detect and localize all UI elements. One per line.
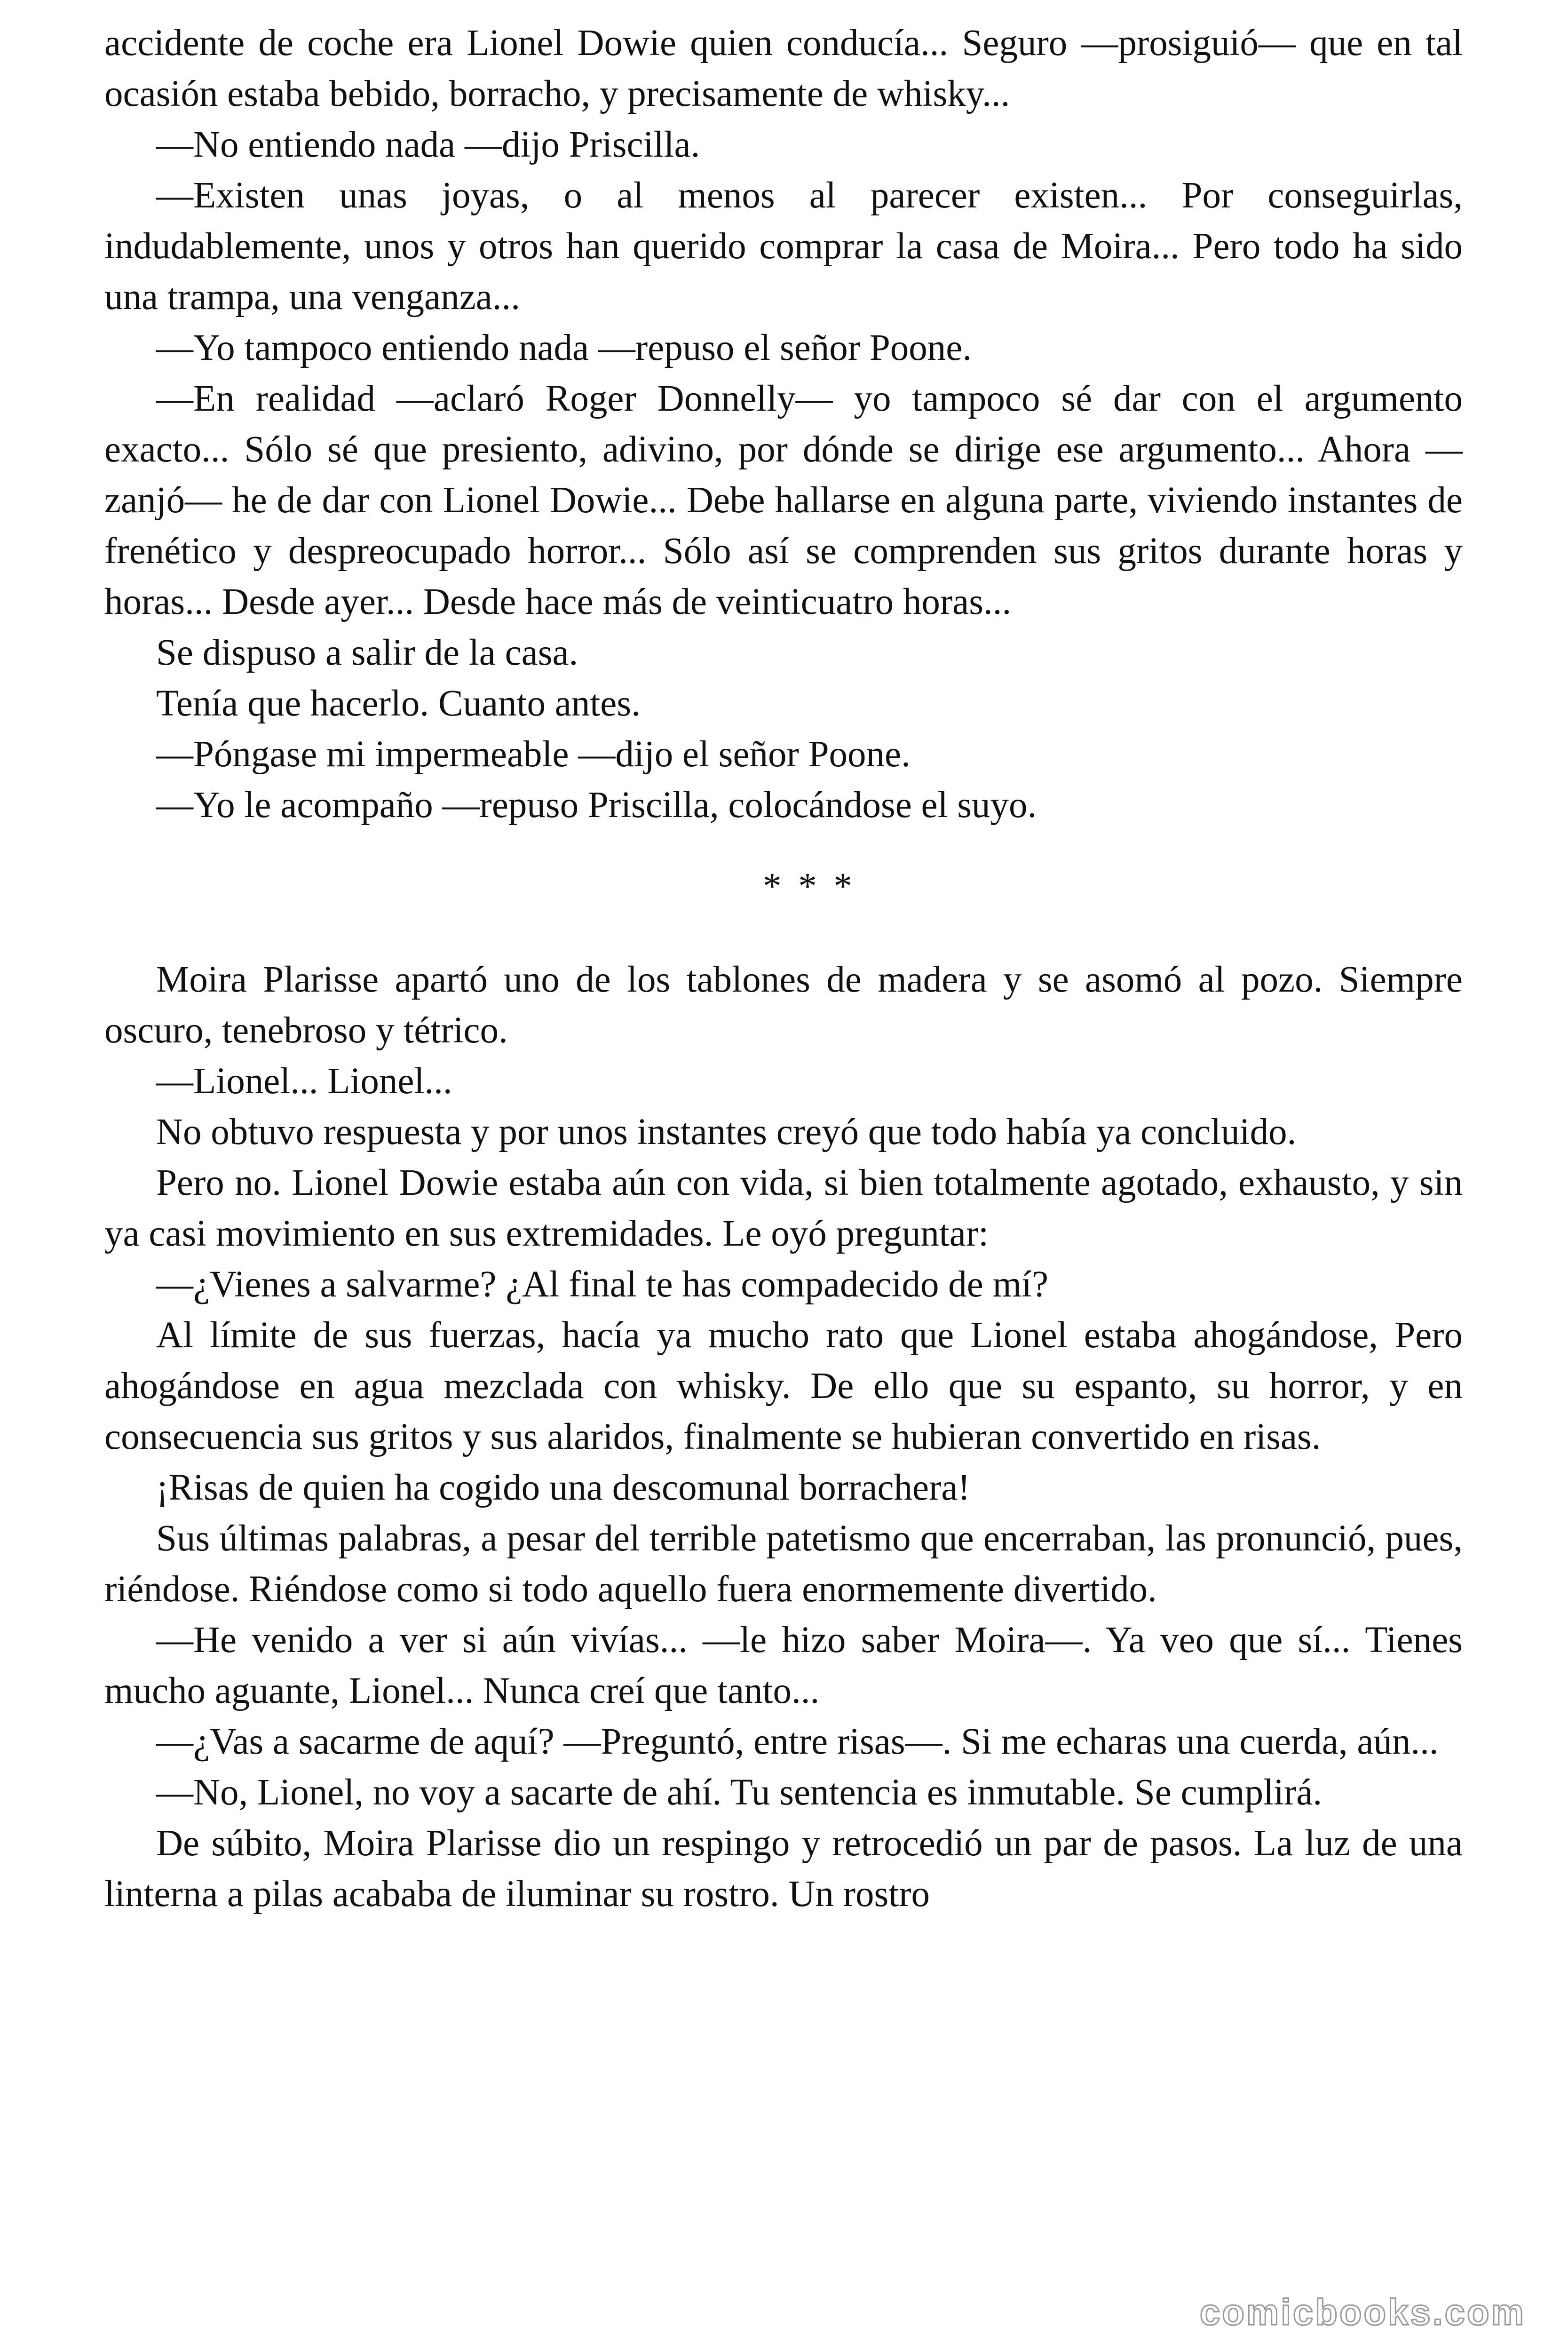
paragraph: Tenía que hacerlo. Cuanto antes. [156,683,641,724]
paragraph: —Yo le acompaño —repuso Priscilla, colocándose el suyo. [156,785,1037,826]
paragraph: —¿Vas a sacarme de aquí? —Preguntó, entre risas—. Si me echaras una cuerda, aún... [156,1721,1439,1762]
text-block-top [104,18,1463,831]
paragraph: —Existen unas joyas, o al menos al parecer existen... Por conseguirlas, indudablemente, unos y otros han querido comprar la casa de Moira... Pero todo ha sido una trampa, una venganza... [104,175,1463,318]
paragraph: Moira Plarisse apartó uno de los tablones de madera y se asomó al pozo. Siempre oscuro, tenebroso y tétrico. [104,959,1463,1051]
book-page [104,18,1463,1920]
paragraph: —¿Vienes a salvarme? ¿Al final te has compadecido de mí? [156,1264,1049,1305]
paragraph: —Póngase mi impermeable —dijo el señor Poone. [156,734,911,775]
paragraph: Pero no. Lionel Dowie estaba aún con vida, si bien totalmente agotado, exhausto, y sin ya casi movimiento en sus extremidades. Le oyó preguntar: [104,1162,1463,1254]
paragraph: Sus últimas palabras, a pesar del terrible patetismo que encerraban, las pronunció, pues, riéndose. Riéndose como si todo aquello fuera enormemente divertido. [104,1518,1463,1610]
paragraph: —Lionel... Lionel... [156,1061,452,1102]
section-separator: * * * [763,866,856,907]
paragraph: No obtuvo respuesta y por unos instantes creyó que todo había ya concluido. [156,1112,1297,1152]
paragraph: ¡Risas de quien ha cogido una descomunal borrachera! [156,1467,970,1508]
paragraph: accidente de coche era Lionel Dowie quien conducía... Seguro —prosiguió— que en tal ocasión estaba bebido, borracho, y precisamente de whisky... [104,23,1463,114]
paragraph: Se dispuso a salir de la casa. [156,632,578,673]
paragraph: —En realidad —aclaró Roger Donnelly— yo tampoco sé dar con el argumento exacto... Sólo sé que presiento, adivino, por dónde se dirige ese argumento... Ahora —zanjó— he de dar con Lionel Dowie... Debe hallarse en alguna parte, viviendo instantes de frenético y despreocupado horror... Sólo así se comprenden sus gritos durante horas y horas... Desde ayer... Desde hace más de veinticuatro horas... [104,378,1463,622]
paragraph: Al límite de sus fuerzas, hacía ya mucho rato que Lionel estaba ahogándose, Pero ahogándose en agua mezclada con whisky. De ello que su espanto, su horror, y en consecuencia sus gritos y sus alaridos, finalmente se hubieran convertido en risas. [104,1315,1463,1457]
paragraph: De súbito, Moira Plarisse dio un respingo y retrocedió un par de pasos. La luz de una linterna a pilas acababa de iluminar su rostro. Un rostro [104,1823,1463,1915]
text-block-bottom [104,954,1463,1920]
paragraph: —He venido a ver si aún vivías... —le hizo saber Moira—. Ya veo que sí... Tienes mucho aguante, Lionel... Nunca creí que tanto... [104,1620,1463,1711]
paragraph: —No, Lionel, no voy a sacarte de ahí. Tu sentencia es inmutable. Se cumplirá. [156,1772,1323,1813]
paragraph: —No entiendo nada —dijo Priscilla. [156,124,700,165]
paragraph: —Yo tampoco entiendo nada —repuso el señor Poone. [156,327,972,368]
watermark: comicbooks.com [1199,2291,1526,2333]
